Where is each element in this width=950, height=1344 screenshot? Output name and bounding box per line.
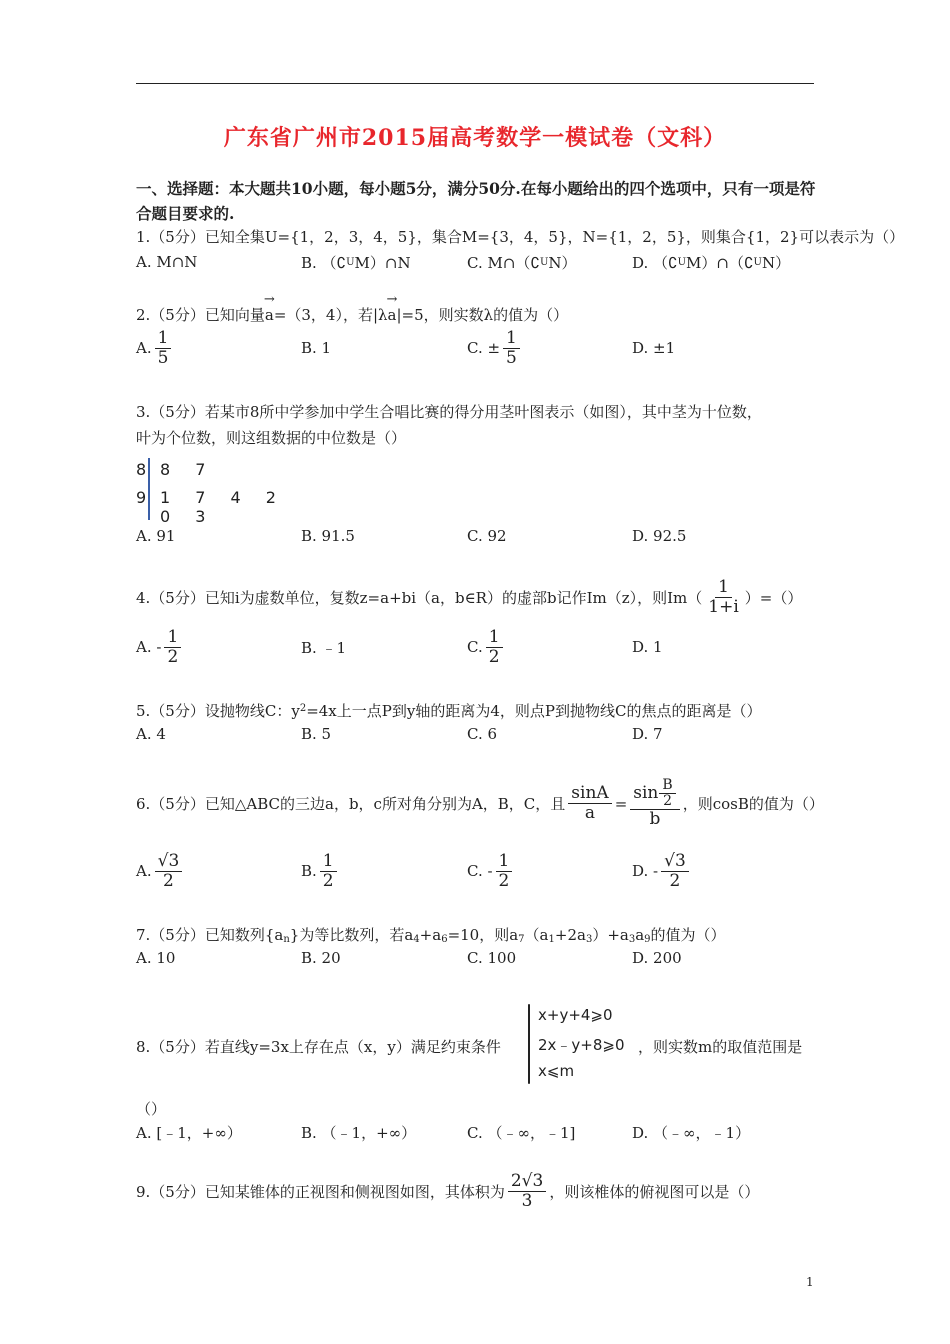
option-a: A. 10 [136, 949, 176, 967]
question-7-options [136, 938, 816, 978]
option-c: C. 6 [467, 725, 498, 743]
vector-a: → a [265, 300, 274, 324]
option-d: D. - $\frac{√3}{2}$ [632, 851, 692, 891]
option-d: D. （﹣∞，﹣1） [632, 1123, 751, 1142]
question-2-options [136, 328, 816, 368]
question-5-options [136, 714, 816, 754]
option-c: C. - $\frac{1}{2}$ [467, 851, 515, 891]
question-4-text: 4.（5分）已知i为虚数单位，复数z=a+bi（a，b∈R）的虚部b记作Im（z），则Im（ $\frac{1}{1+i}$ ）=（） [136, 577, 803, 617]
option-d: D. 7 [632, 725, 663, 743]
option-a: A. - $\frac{1}{2}$ [136, 627, 184, 667]
option-d: D. （∁ U M）∩（∁ U N） [632, 253, 791, 272]
option-c: C. ± $\frac{1}{5}$ [467, 328, 523, 368]
question-1-options [136, 242, 816, 282]
constraint-1: x+y+4⩾0 [538, 1006, 613, 1024]
option-b: B. 1 [301, 339, 332, 357]
option-a: A. $\frac{√3}{2}$ [136, 851, 185, 891]
question-6-text: 6.（5分）已知△ABC的三边a，b，c所对角分别为A，B，C，且 $\frac{\sin A}{a}$ = sin $\frac{B}{2}$ b ，则cosB的值为（） [136, 777, 824, 829]
question-8-text-tail: ，则实数m的取值范围是 [638, 1038, 803, 1056]
question-8-options [136, 1112, 816, 1152]
question-1-text: 1.（5分）已知全集U={1，2，3，4，5}，集合M={3，4，5}，N={1，2，5}，则集合{1，2}可以表示为（） [136, 228, 905, 246]
option-c: C. （﹣∞，﹣1] [467, 1123, 576, 1142]
stem-value: 8 [136, 460, 147, 479]
option-c: C. M∩（∁ U N） [467, 253, 577, 272]
question-7-text: 7.（5分）已知数列$\{a_n\}$为等比数列，若$a_4+a_6=10$，则$a_7(a_1+2a_3)+a_3a_9$的值为（） [136, 926, 726, 945]
option-c: C. 92 [467, 527, 507, 545]
question-3-line-2: 叶为个位数，则这组数据的中位数是（） [136, 429, 407, 447]
constraint-2: 2x﹣y+8⩾0 [538, 1036, 625, 1054]
leaf-values: 1 7 4 2 0 3 [160, 488, 286, 526]
option-b: B. $\frac{1}{2}$ [301, 851, 340, 891]
option-a: A. M∩N [136, 253, 198, 271]
option-a: A. 91 [136, 527, 176, 545]
question-9-text: 9.（5分）已知某锥体的正视图和侧视图如图，其体积为 $\frac{2√3}{3}$ ，则该椎体的俯视图可以是（） [136, 1171, 760, 1211]
question-8-continuation: （） [136, 1100, 167, 1118]
option-d: D. 92.5 [632, 527, 687, 545]
stem-leaf-plot [136, 456, 306, 526]
option-d: D. ±1 [632, 339, 676, 357]
option-b: B. 5 [301, 725, 332, 743]
option-b: B. （∁ U M）∩N [301, 253, 411, 272]
stem-divider [148, 458, 150, 520]
option-a: A. [﹣1，+∞） [136, 1123, 242, 1142]
option-d: D. 200 [632, 949, 682, 967]
section-heading: 一、选择题：本大题共10小题，每小题5分，满分50分.在每小题给出的四个选项中，只有一项是符合题目要求的. [136, 179, 816, 223]
option-b: B. 20 [301, 949, 341, 967]
option-b: B. 91.5 [301, 527, 355, 545]
question-3-line-1: 3.（5分）若某市8所中学参加中学生合唱比赛的得分用茎叶图表示（如图），其中茎为十位数， [136, 403, 762, 421]
question-8-text: 8.（5分）若直线y=3x上存在点（x，y）满足约束条件 [136, 1038, 501, 1056]
page-title: 广东省广州市2015届高考数学一模试卷（文科） [223, 125, 727, 151]
vector-a: → a [388, 300, 397, 324]
option-c: C. 100 [467, 949, 517, 967]
question-5-text: 5.（5分）设抛物线C：$y^2=4x$上一点P到y轴的距离为4，则点P到抛物线C的焦点的距离是（） [136, 702, 762, 720]
option-b: B. （﹣1，+∞） [301, 1123, 417, 1142]
question-6-options [136, 851, 816, 891]
option-b: B. ﹣1 [301, 638, 347, 657]
constraint-3: x⩽m [538, 1062, 575, 1080]
question-3-options [136, 516, 816, 556]
option-d: D. 1 [632, 638, 663, 656]
question-4-options [136, 627, 816, 667]
page-number: 1 [806, 1275, 814, 1289]
brace [528, 1004, 530, 1084]
option-c: C. $\frac{1}{2}$ [467, 627, 506, 667]
header-rule [136, 83, 814, 84]
option-a: A. $\frac{1}{5}$ [136, 328, 174, 368]
option-a: A. 4 [136, 725, 166, 743]
stem-value: 9 [136, 488, 147, 507]
question-2-text: 2.（5分）已知向量→ a=（3，4），若|λ→ a|=5，则实数λ的值为（） [136, 300, 568, 325]
leaf-values: 8 7 [160, 460, 216, 479]
